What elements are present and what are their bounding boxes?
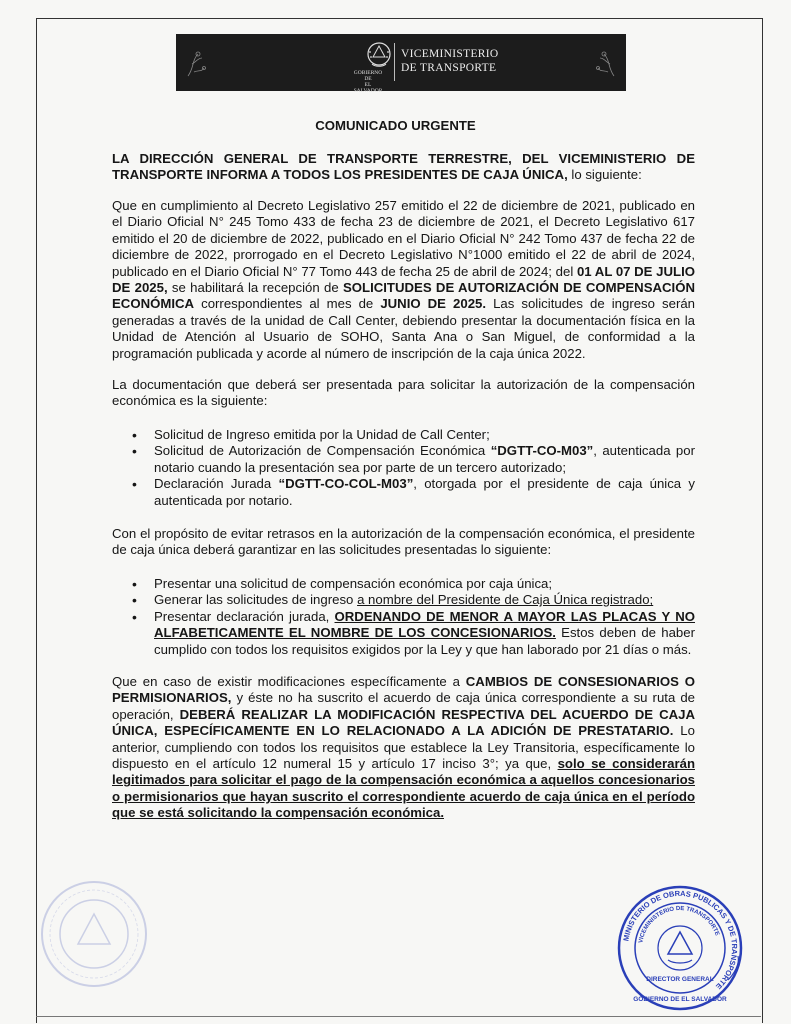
seal-director-label: DIRECTOR GENERAL — [646, 976, 714, 983]
changes-highlight: CAMBIOS DE CONSESIONARIOS O PERMISIONARIOS, — [112, 674, 695, 706]
seal-bottom-label: GOBIERNO DE EL SALVADOR — [633, 996, 727, 1003]
request-type: SOLICITUDES DE AUTORIZACIÓN DE COMPENSACIÓN ECONÓMICA — [112, 280, 695, 312]
list-item: • Generar las solicitudes de ingreso a nombre del Presidente de Caja Única registrado; — [112, 592, 695, 608]
floral-ornament-right — [588, 46, 618, 80]
header-banner — [176, 34, 626, 94]
list-item: • Presentar declaración jurada, ORDENANDO DE MENOR A MAYOR LAS PLACAS Y NO ALFABETICAMENTE EL NOMBRE DE LOS CONCESIONARIOS. Estos deben de haber cumplido con todos los requisitos exigidos por la Ley y que han laborado por 21 días o más. — [112, 609, 695, 658]
paragraph-decrees — [112, 198, 695, 362]
documents-list — [112, 427, 695, 509]
list-item: • Solicitud de Ingreso emitida por la Unidad de Call Center; — [112, 427, 695, 443]
modification-requirement: DEBERÁ REALIZAR LA MODIFICACIÓN RESPECTIVA DEL ACUERDO DE CAJA ÚNICA, ESPECÍFICAMENTE EN LO RELACIONADO A LA ADICIÓN DE PRESTATARIO. — [112, 706, 695, 739]
official-stamp-seal — [616, 884, 744, 1012]
ministry-title: VICEMINISTERIO DE TRANSPORTE — [401, 48, 499, 74]
intro-paragraph — [112, 151, 695, 184]
para1-text-2: se habilitará la recepción de — [167, 280, 343, 296]
seal-ring-text: MINISTERIO DE OBRAS PUBLICAS Y DE TRANSPORTE — [621, 888, 740, 992]
government-label: GOBIERNO DE EL SALVADOR — [353, 70, 383, 94]
paragraph-documentation: La documentación que deberá ser presentada para solicitar la autorización de la compensación económica es la siguiente: — [112, 377, 695, 409]
intro-rest: lo siguiente: — [567, 167, 642, 183]
compensation-month: JUNIO DE 2025. — [380, 296, 487, 312]
page-bottom-border — [36, 1016, 761, 1017]
list-item: • Solicitud de Autorización de Compensación Económica “DGTT-CO-M03”, autenticada por notario cuando la presentación sea por parte de un tercero autorizado; — [112, 443, 695, 476]
paragraph-guarantee: Con el propósito de evitar retrasos en la autorización de la compensación económica, el presidente de caja única deberá garantizar en las solicitudes presentadas lo siguiente: — [112, 526, 695, 558]
el-salvador-crest-icon — [366, 40, 392, 70]
requirements-list — [112, 576, 695, 658]
banner-divider — [394, 43, 395, 81]
seal-inner-text: VICEMINISTERIO DE TRANSPORTE — [638, 905, 720, 944]
reception-dates: 01 AL 07 DE JULIO DE 2025, — [112, 263, 695, 296]
paragraph-modifications: Que en caso de existir modificaciones específicamente a CAMBIOS DE CONSESIONARIOS O PERMISIONARIOS, y éste no ha suscrito el acuerdo de caja única correspondiente a su ruta de operación, DEBERÁ REALIZAR LA MODIFICACIÓN RESPECTIVA DEL ACUERDO DE CAJA ÚNICA, ESPECÍFICAMENTE EN LO RELACIONADO A LA ADICIÓN DE PRESTATARIO. Lo anterior, cumpliendo con todos los requisitos que establece la Ley Transitoria, específicamente lo dispuesto en el artículo 12 numeral 15 y artículo 17 inciso 3°; ya que, solo se considerarán legitimados para solicitar el pago de la compensación económica a aquellos concesionarios o permisionarios que hayan suscrito el correspondiente acuerdo de caja única en el período que se está solicitando la compensación económica. — [112, 674, 695, 821]
list-item: • Presentar una solicitud de compensación económica por caja única; — [112, 576, 695, 592]
para1-text-3: correspondientes al mes de — [194, 296, 381, 312]
intro-bold: LA DIRECCIÓN GENERAL DE TRANSPORTE TERRESTRE, DEL VICEMINISTERIO DE TRANSPORTE INFORMA A TODOS LOS PRESIDENTES DE CAJA ÚNICA, — [112, 151, 695, 183]
para1-text-4: Las solicitudes de ingreso serán generadas a través de la unidad de Call Center, debiendo presentar la documentación física en la Unidad de Atención al Usuario de SOHO, Santa Ana o San Miguel, de conformidad a la programación publicada y acorde al número de inscripción de la caja única 2022. — [112, 296, 696, 361]
legitimacy-note: solo se considerarán legitimados para solicitar el pago de la compensación económica a aquellos concesionarios o permisionarios que hayan suscrito el correspondiente acuerdo de caja única en el período que se está solicitando la compensación económica. — [112, 756, 695, 821]
list-item: • Declaración Jurada “DGTT-CO-COL-M03”, otorgada por el presidente de caja única y autenticada por notario. — [112, 476, 695, 509]
para1-text-1: Que en cumplimiento al Decreto Legislativo 257 emitido el 22 de diciembre de 2021, publicado en el Diario Oficial N° 245 Tomo 433 de fecha 23 de diciembre de 2021, el Decreto Legislativo 617 emitido el 20 de diciembre de 2022, publicado en el Diario Oficial N° 242 Tomo 437 de fecha 22 de diciembre de 2022, prorrogado en el Decreto Legislativo N°1000 emitido el 22 de abril de 2024, publicado en el Diario Oficial N° 77 Tomo 443 de fecha 25 de abril de 2024; del — [112, 198, 695, 279]
faded-stamp-seal — [38, 878, 150, 990]
document-title: COMUNICADO URGENTE — [315, 118, 476, 133]
floral-ornament-left — [184, 46, 214, 80]
